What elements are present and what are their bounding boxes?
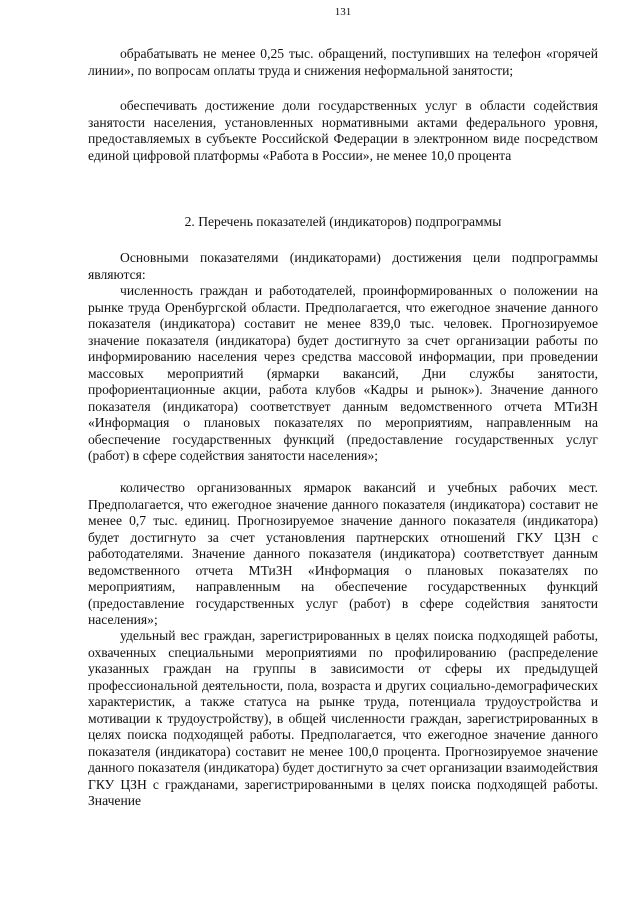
- paragraph-intro: Основными показателями (индикаторами) достижения цели подпрограммы являются:: [88, 250, 598, 282]
- paragraph-profiling: удельный вес граждан, зарегистрированных в целях поиска подходящей работы, охваченных специальными мероприятиями по профилированию (распределение указанных граждан на группы в зависимости от сферы их предыдущей профессиональной деятельности, пола, возраста и других социально-демографических характеристик, а также статуса на рынке труда, потенциала трудоустройства и мотивации к трудоустройству), в общей численности граждан, зарегистрированных в целях поиска подходящей работы. Предполагается, что ежегодное значение данного показателя (индикатора) составит не менее 100,0 процента. Прогнозируемое значение данного показателя (индикатора) будет достигнуто за счет организации взаимодействия ГКУ ЦЗН с гражданами, зарегистрированными в целях поиска подходящей работы. Значение: [88, 628, 598, 808]
- section-heading: 2. Перечень показателей (индикаторов) подпрограммы: [184, 214, 502, 229]
- paragraph-job-fairs: количество организованных ярмарок вакансий и учебных рабочих мест. Предполагается, что ежегодное значение данного показателя (индикатора) составит не менее 0,7 тыс. единиц. Прогнозируемое значение данного показателя (индикатора) будет достигнуто за счет установления партнерских отношений ГКУ ЦЗН с работодателями. Значение данного показателя (индикатора) соответствует данным ведомственного отчета МТиЗН «Информация о плановых показателях по мероприятиям, направленным на обеспечение государственных функций (предоставление государственных услуг (работ) в сфере содействия занятости населения»;: [88, 480, 598, 627]
- paragraph-hotline: обрабатывать не менее 0,25 тыс. обращений, поступивших на телефон «горячей линии», по вопросам оплаты труда и снижения неформальной занятости;: [88, 46, 598, 78]
- page-number: 131: [334, 6, 352, 18]
- paragraph-electronic-services: обеспечивать достижение доли государственных услуг в области содействия занятости населения, установленных нормативными актами федерального уровня, предоставляемых в субъекте Российской Федерации в электронном виде посредством единой цифровой платформы «Работа в России», не менее 10,0 процента: [88, 98, 598, 163]
- paragraph-informed-citizens: численность граждан и работодателей, проинформированных о положении на рынке труда Оренбургской области. Предполагается, что ежегодное значение данного показателя (индикатора) составит не менее 839,0 тыс. человек. Прогнозируемое значение показателя (индикатора) будет достигнуто за счет организации работы по информированию населения через средства массовой информации, при проведении массовых мероприятий (ярмарки вакансий, Дни службы занятости, профориентационные акции, работа клубов «Кадры и рынок»). Значение данного показателя (индикатора) соответствует данным ведомственного отчета МТиЗН «Информация о плановых показателях по мероприятиям, направленным на обеспечение государственных функций (предоставление государственных услуг (работ) в сфере содействия занятости населения»;: [88, 283, 598, 463]
- document-page: [88, 0, 598, 905]
